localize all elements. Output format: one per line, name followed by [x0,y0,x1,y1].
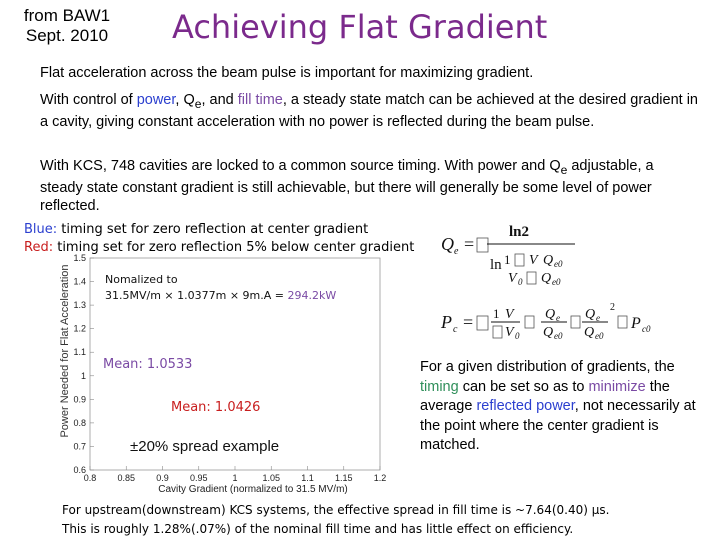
qe0-pc: Q [543,325,554,340]
side-note-b: can be set so as to [458,378,589,395]
side-note-d: , not necessarily at the point where the center gradient is matched. [420,398,696,453]
side-note-timing: timing [420,378,459,395]
y-tick-label: 0.6 [73,465,86,475]
x-tick-label: 1 [232,473,238,483]
legend-blue [24,222,368,237]
qe-pc-2-subscript: e [596,313,600,323]
pc-subscript: c [453,324,458,335]
p2-sub-e: e [194,96,202,111]
footer-note [62,501,712,539]
slide-title: Achieving Flat Gradient [172,8,548,46]
p2-fill-time: fill time [237,92,283,108]
y-tick-label: 1.2 [73,323,86,334]
qe0-pc-2-subscript: e0 [595,331,604,341]
x-axis-title: Cavity Gradient (normalized to 31.5 MV/m) [158,484,348,495]
x-tick-label: 1.1 [301,473,314,483]
pc0-symbol: P [631,315,641,332]
paragraph-kcs [40,157,700,215]
pc-equals: = [463,312,474,332]
gradient-chart [55,252,385,484]
y-axis-title: Power Needed for Flat Acceleration [59,264,71,438]
ln-label: ln [490,257,502,273]
p2-text-a: With control of [40,92,137,108]
placeholder-box [493,326,502,338]
pc0-subscript: c0 [642,324,651,334]
placeholder-box [527,272,536,284]
qe0-subscript: e0 [554,259,563,269]
source-note [8,6,126,46]
side-note-minimize: minimize [588,378,646,395]
placeholder-box [525,316,534,328]
normalized-value: 294.2kW [287,289,337,302]
qe0-pc-2: Q [584,325,595,340]
q-pc-2: Q [585,307,596,322]
placeholder-box [515,254,524,266]
x-tick-label: 0.9 [156,473,169,483]
placeholder-box [618,316,627,328]
q-symbol-lower: Q [541,271,552,286]
y-tick-label: 1.5 [73,253,86,263]
qe-symbol: Q [441,234,454,254]
footer-line1-text: For upstream(downstream) KCS systems, the effective spread in fill time is ~ [62,503,526,517]
footer-line1 [62,501,712,520]
v0-subscript: 0 [518,277,523,287]
qe0-pc-subscript: e0 [554,331,563,341]
p2-power: power [136,92,176,108]
legend-red-text: timing set for zero reflection 5% below center gradient [53,240,415,255]
y-tick-label: 0.7 [73,441,86,452]
footer-line1-end: . [605,503,610,517]
paragraph-flat-acceleration: Flat acceleration across the beam pulse is important for maximizing gradient. [40,65,534,81]
v-pc: V [505,307,514,322]
normalized-line2 [105,289,336,302]
footer-line1-value: 7.64(0.40) µs [525,503,606,517]
footer-line2: This is roughly 1.28%(.07%) of the nominal fill time and has little effect on efficiency. [62,522,574,536]
normalized-line1: Nomalized to [105,273,178,286]
mean-blue-label: Mean: 1.0533 [103,357,193,372]
p2-text-b: , Q [175,92,195,108]
ln2-numerator: ln2 [509,224,530,240]
placeholder-box [571,316,580,328]
side-note-reflected: reflected power [476,398,575,414]
legend-blue-text: timing set for zero reflection at center gradient [57,222,369,237]
qe0-subscript-lower: e0 [552,277,561,287]
source-note-line1: from BAW1 [23,6,111,25]
x-tick-label: 0.95 [189,473,208,483]
one-upper: 1 [504,252,511,267]
y-tick-label: 0.8 [73,417,86,428]
y-tick-label: 1.1 [73,347,86,358]
p2-text-c: , and [201,92,238,108]
x-tick-label: 0.85 [117,473,136,483]
v0-symbol: V [508,271,517,286]
qe-pc-subscript: e [556,313,560,323]
p2-text-d: , a steady state match can be achieved at the desired gradient in a cavity, giving constant acceleration with no power is reflected during the beam pulse. [40,92,698,130]
side-note-a: For a given distribution of gradients, the [420,359,675,375]
q-pc: Q [545,307,556,322]
x-tick-label: 1.15 [334,473,353,483]
placeholder-box [477,238,488,252]
legend-red-key: Red: [24,240,54,255]
p3-text-a: With KCS, 748 cavities are locked to a common source timing. With power and Q [40,158,561,174]
formula-block [435,222,715,340]
q-symbol: Q [543,253,554,268]
normalized-line2-text: 31.5MV/m × 1.0377m × 9m.A = [105,289,288,302]
y-tick-label: 0.9 [73,394,86,405]
mean-red-label: Mean: 1.0426 [171,400,261,415]
y-tick-label: 1.3 [73,300,86,311]
y-tick-label: 1.4 [73,276,86,287]
placeholder-box [477,316,488,330]
x-tick-label: 0.8 [83,473,97,483]
y-tick-label: 1 [80,370,86,381]
pc-symbol: P [441,312,452,332]
qe-equals: = [464,234,475,254]
x-tick-label: 1.05 [262,473,281,483]
p3-sub-e: e [560,162,568,177]
v0-pc-subscript: 0 [515,331,520,341]
square-exponent: 2 [610,302,615,313]
x-tick-label: 1.2 [373,473,387,483]
p3-text-b: adjustable, a steady state constant gradient is still achievable, but there will generally be some level of power reflected. [40,158,654,214]
one-pc: 1 [493,306,500,321]
side-note [420,358,705,456]
paragraph-control [40,91,700,131]
v-symbol: V [529,253,538,268]
side-note-c: the average [420,378,670,414]
source-note-line2: Sept. 2010 [25,26,109,45]
legend-blue-key: Blue: [24,222,58,237]
v0-pc: V [505,325,514,340]
qe-subscript: e [454,246,459,257]
spread-label: ±20% spread example [130,438,280,455]
